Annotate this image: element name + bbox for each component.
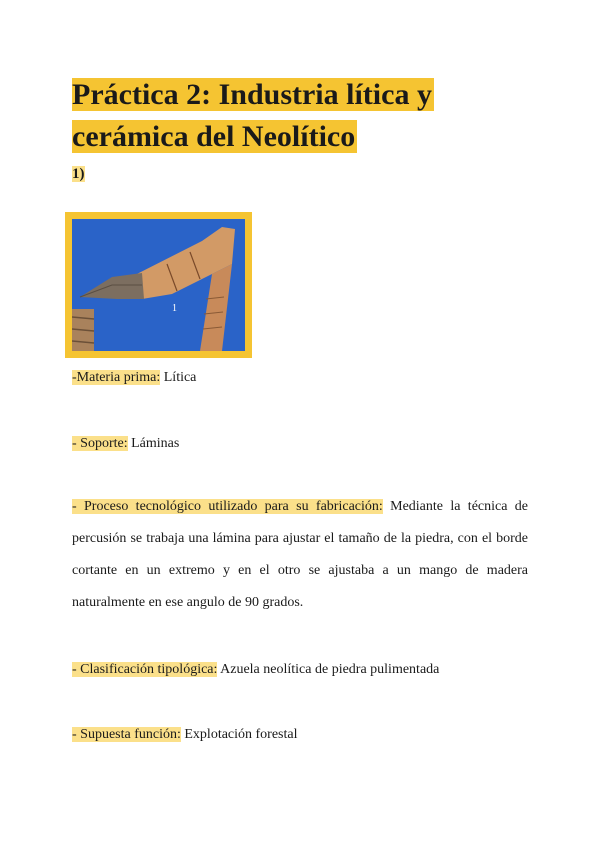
field-label: - Supuesta función: (72, 727, 181, 742)
adze-photo (72, 219, 245, 351)
field-materia-prima (72, 368, 528, 388)
field-value: Mediante la técnica de percusión se trabaja una lámina para ajustar el tamaño de la piedra, con el borde cortante en un extremo y en el otro se ajustaba a un mango de madera naturalmente en ese angulo de 90 grados. (72, 499, 529, 610)
field-proceso (72, 491, 528, 619)
field-clasificacion (72, 660, 528, 680)
figure-label: 1 (172, 303, 177, 314)
title-line-1: Práctica 2: Industria lítica y (72, 78, 432, 111)
field-soporte (72, 434, 528, 454)
field-label: - Soporte: (72, 436, 128, 451)
section-number: 1) (72, 166, 85, 182)
field-label: -Materia prima: (72, 370, 161, 385)
adze-photo-frame (65, 212, 252, 358)
field-funcion (72, 725, 528, 745)
field-label: - Clasificación tipológica: (72, 662, 218, 677)
field-label: - Proceso tecnológico utilizado para su fabricación: (72, 499, 383, 514)
field-value: Explotación forestal (180, 727, 298, 742)
field-value: Láminas (127, 436, 180, 451)
title-line-2: cerámica del Neolítico (72, 120, 356, 153)
page-title (72, 74, 472, 158)
field-value: Lítica (160, 370, 197, 385)
field-value: Azuela neolítica de piedra pulimentada (217, 662, 440, 677)
